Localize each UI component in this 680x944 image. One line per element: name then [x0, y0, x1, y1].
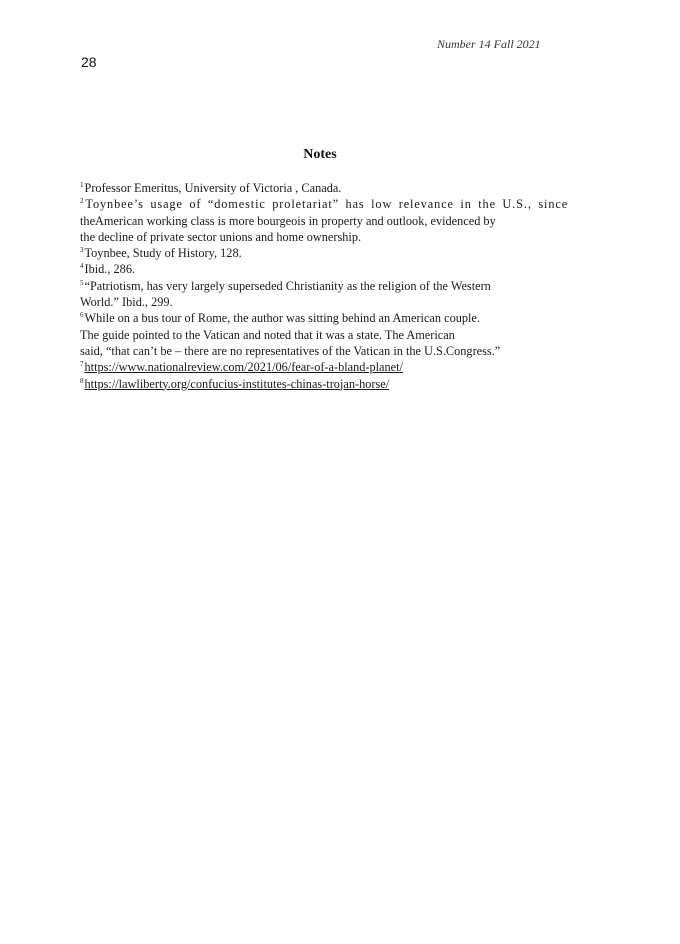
note-2 — [80, 196, 570, 245]
notes-heading: Notes — [303, 147, 337, 162]
note-number: 4 — [80, 262, 84, 271]
running-head: Number 14 Fall 2021 — [437, 37, 541, 51]
note-text: While on a bus tour of Rome, the author was sitting behind an American couple. — [84, 311, 480, 326]
note-text: Ibid., 286. — [84, 262, 136, 277]
note-number: 7 — [80, 360, 84, 369]
note-text: World.” Ibid., 299. — [80, 295, 173, 310]
note-text: Professor Emeritus, University of Victoria , Canada. — [84, 181, 342, 195]
note-text: the decline of private sector unions and home ownership. — [80, 229, 362, 244]
note-7 — [80, 359, 570, 375]
note-number: 2 — [80, 197, 85, 206]
note-number: 1 — [80, 181, 84, 189]
notes-list — [80, 180, 570, 392]
note-5 — [80, 278, 570, 311]
page-number: 28 — [81, 54, 97, 70]
note-6 — [80, 310, 570, 359]
note-text: Toynbee, Study of History, 128. — [84, 246, 242, 261]
note-number: 8 — [80, 376, 84, 385]
note-3 — [80, 245, 570, 261]
note-4 — [80, 261, 570, 277]
note-number: 6 — [80, 311, 84, 320]
note-text: Toynbee’s usage of “domestic proletariat” has low relevance in the U.S., since — [85, 197, 569, 212]
note-8 — [80, 376, 570, 392]
note-1 — [80, 180, 570, 196]
note-text: theAmerican working class is more bourgeois in property and outlook, evidenced by — [80, 213, 496, 228]
note-text: The guide pointed to the Vatican and noted that it was a state. The American — [80, 327, 455, 342]
note-text: “Patriotism, has very largely superseded Christianity as the religion of the Western — [84, 278, 491, 293]
note-number: 3 — [80, 246, 84, 255]
note-link-lawliberty[interactable]: https://lawliberty.org/confucius-institutes-chinas-trojan-horse/ — [84, 376, 390, 391]
note-text: said, “that can’t be – there are no representatives of the Vatican in the U.S.Congress.” — [80, 343, 501, 358]
note-number: 5 — [80, 278, 84, 287]
note-link-nationalreview[interactable]: https://www.nationalreview.com/2021/06/fear-of-a-bland-planet/ — [84, 360, 403, 375]
